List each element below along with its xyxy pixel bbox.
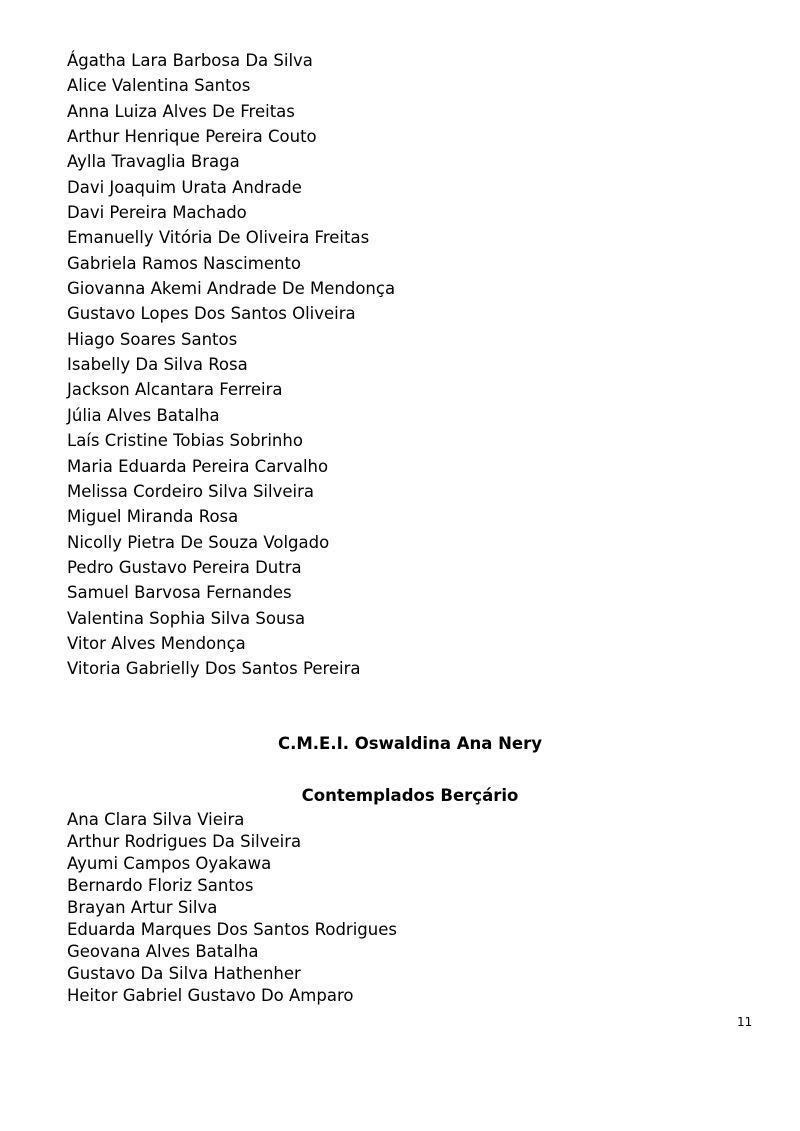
list-item: Isabelly Da Silva Rosa [67,355,248,375]
list-item: Ana Clara Silva Vieira [67,810,245,829]
list-item: Emanuelly Vitória De Oliveira Freitas [67,228,370,248]
list-item: Valentina Sophia Silva Sousa [67,608,306,628]
list-item: Aylla Travaglia Braga [67,152,240,172]
list-item: Vitoria Gabrielly Dos Santos Pereira [67,659,361,679]
list-item: Anna Luiza Alves De Freitas [67,101,295,121]
list-item: Melissa Cordeiro Silva Silveira [67,481,314,501]
list-item: Laís Cristine Tobias Sobrinho [67,431,303,451]
list-item: Eduarda Marques Dos Santos Rodrigues [67,920,397,939]
list-item: Vitor Alves Mendonça [67,633,246,653]
page-number: 11 [737,1015,753,1029]
list-item: Giovanna Akemi Andrade De Mendonça [67,279,396,299]
list-item: Brayan Artur Silva [67,898,218,917]
list-item: Arthur Rodrigues Da Silveira [67,832,302,851]
section-title: Contemplados Berçário [301,786,519,805]
list-item: Bernardo Floriz Santos [67,876,254,895]
names-list [67,48,395,682]
list-item: Maria Eduarda Pereira Carvalho [67,456,329,476]
list-item: Arthur Henrique Pereira Couto [67,127,317,147]
list-item: Gustavo Da Silva Hathenher [67,964,301,983]
list-item: Heitor Gabriel Gustavo Do Amparo [67,986,354,1005]
list-item: Gabriela Ramos Nascimento [67,253,302,273]
list-item: Júlia Alves Batalha [67,405,220,425]
list-item: Ayumi Campos Oyakawa [67,854,272,873]
list-item: Gustavo Lopes Dos Santos Oliveira [67,304,356,324]
list-item: Hiago Soares Santos [67,329,238,349]
list-item: Alice Valentina Santos [67,76,251,96]
school-title: C.M.E.I. Oswaldina Ana Nery [277,734,543,753]
list-item: Nicolly Pietra De Souza Volgado [67,532,330,552]
list-item: Ágatha Lara Barbosa Da Silva [67,51,313,70]
contemplated-names-list [67,809,397,1007]
list-item: Miguel Miranda Rosa [67,507,239,527]
list-item: Jackson Alcantara Ferreira [67,380,283,400]
list-item: Samuel Barvosa Fernandes [67,583,292,603]
list-item: Pedro Gustavo Pereira Dutra [67,557,302,577]
list-item: Davi Joaquim Urata Andrade [67,177,302,197]
list-item: Davi Pereira Machado [67,203,247,223]
list-item: Geovana Alves Batalha [67,942,259,961]
